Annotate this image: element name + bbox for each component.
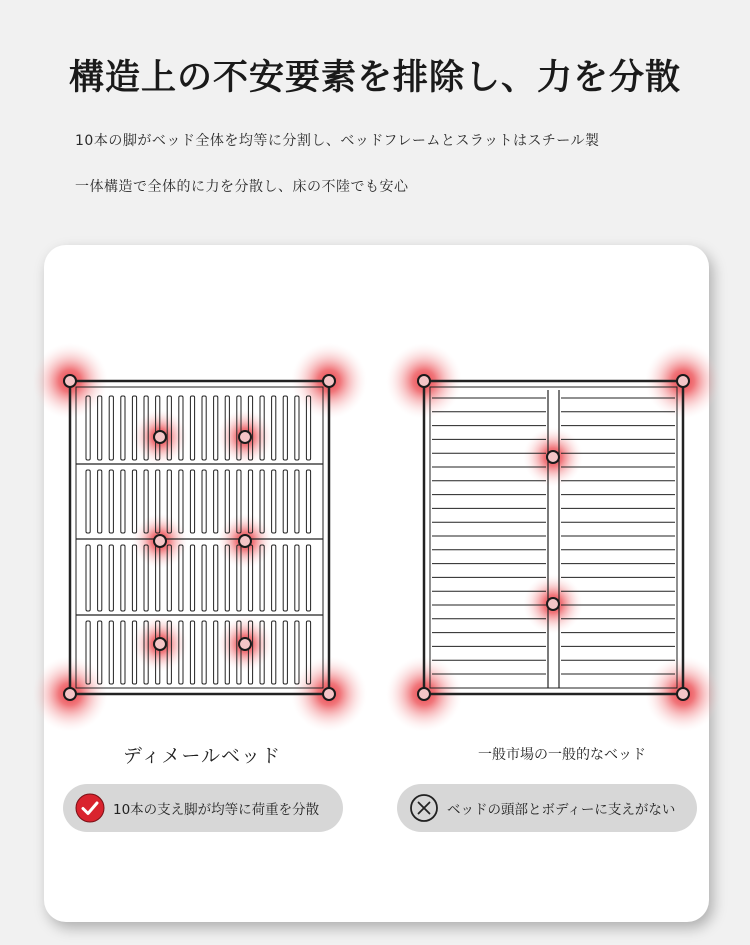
support-leg-icon (64, 375, 76, 387)
support-leg-icon (239, 431, 251, 443)
right-feature-badge (397, 784, 697, 832)
description-line-2: 一体構造で全体的に力を分散し、床の不陸でも安心 (75, 179, 409, 195)
support-leg-icon (64, 688, 76, 700)
left-feature-text: 10本の支え脚が均等に荷重を分散 (113, 802, 320, 818)
support-leg-icon (547, 598, 559, 610)
left-feature-badge (63, 784, 343, 832)
description-line-1: 10本の脚がベッド全体を均等に分割し、ベッドフレームとスラットはスチール製 (75, 133, 600, 149)
support-leg-icon (154, 431, 166, 443)
support-leg-icon (677, 688, 689, 700)
support-leg-icon (239, 535, 251, 547)
cross-circle-icon (409, 793, 439, 823)
support-leg-icon (677, 375, 689, 387)
right-bed-label: 一般市場の一般的なベッド (478, 747, 646, 763)
support-leg-icon (323, 688, 335, 700)
support-leg-icon (547, 451, 559, 463)
support-leg-icon (154, 638, 166, 650)
support-leg-icon (323, 375, 335, 387)
left-bed-label: ディメールベッド (122, 745, 282, 767)
support-leg-icon (239, 638, 251, 650)
support-leg-icon (418, 375, 430, 387)
support-leg-icon (418, 688, 430, 700)
left-bed-frame (70, 381, 329, 694)
support-leg-icon (154, 535, 166, 547)
right-feature-text: ベッドの頭部とボディーに支えがない (447, 802, 676, 818)
page-title: 構造上の不安要素を排除し、力を分散 (68, 58, 681, 98)
check-icon (75, 793, 105, 823)
